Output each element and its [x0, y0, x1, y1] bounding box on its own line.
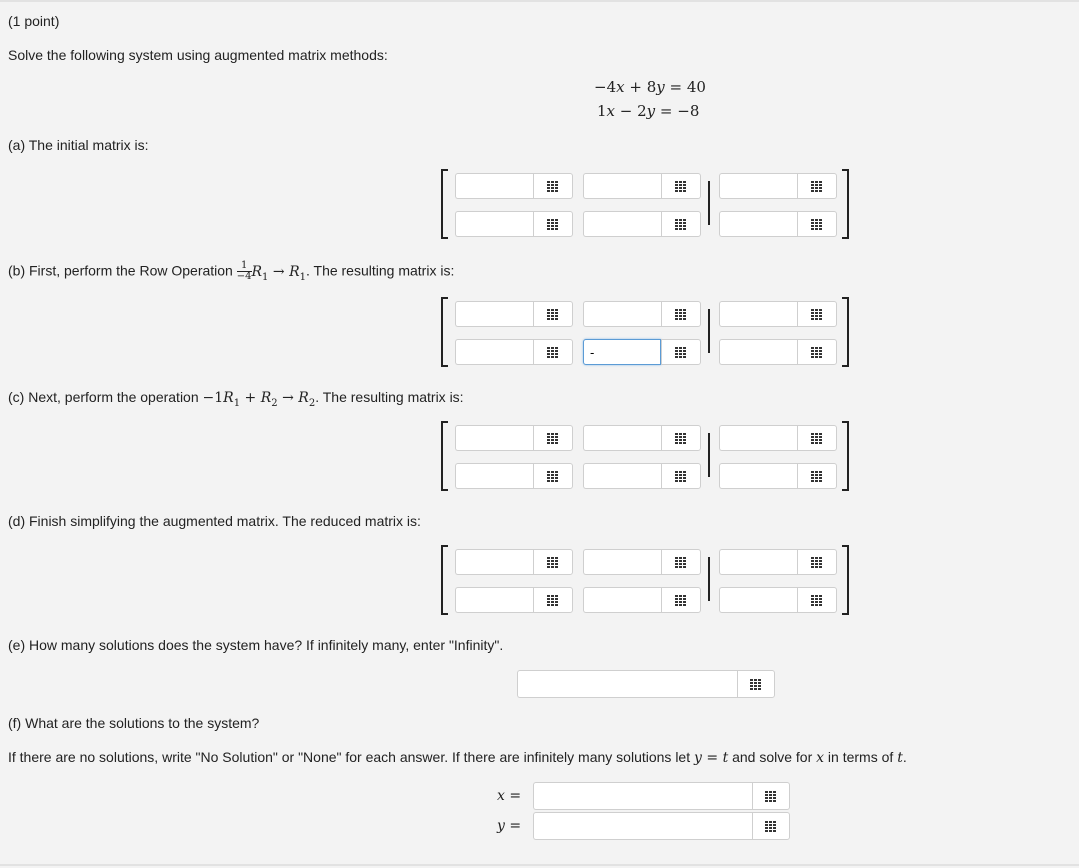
x-answer-matrix-button[interactable]: [752, 782, 790, 810]
grid-icon: [675, 595, 687, 606]
matrix-entry-input[interactable]: [583, 173, 661, 199]
matrix-c-cell-r2-c2: [583, 463, 701, 491]
grid-icon: [811, 219, 823, 230]
x-label: x =: [497, 788, 522, 804]
grid-icon: [547, 181, 559, 192]
matrix-entry-input[interactable]: [719, 463, 797, 489]
matrix-right-bracket: [842, 297, 849, 367]
solution-count-matrix-button[interactable]: [737, 670, 775, 698]
matrix-entry-input[interactable]: [583, 211, 661, 237]
matrix-entry-input[interactable]: [455, 587, 533, 613]
matrix-entry-button[interactable]: [661, 425, 701, 451]
augment-divider: [708, 557, 710, 601]
matrix-entry-input[interactable]: [455, 301, 533, 327]
matrix-entry-button[interactable]: [661, 463, 701, 489]
matrix-entry-input[interactable]: [719, 425, 797, 451]
matrix-entry-input[interactable]: [719, 549, 797, 575]
matrix-d-cell-r2-c1: [455, 587, 573, 615]
matrix-a-cell-r1-c2: [583, 173, 701, 201]
part-b-label: (b) First, perform the Row Operation $\frac{1}{-4}$ $R_1 \to R_1$. The resulting matrix is:: [8, 260, 455, 283]
intro-text: Solve the following system using augmented matrix methods:: [8, 47, 388, 63]
grid-icon: [547, 433, 559, 444]
grid-icon: [675, 471, 687, 482]
matrix-entry-button[interactable]: [661, 587, 701, 613]
matrix-c-cell-r1-c2: [583, 425, 701, 453]
matrix-entry-button[interactable]: [797, 587, 837, 613]
matrix-entry-input[interactable]: [455, 339, 533, 365]
matrix-entry-input[interactable]: [719, 211, 797, 237]
matrix-left-bracket: [441, 545, 448, 615]
matrix-d-cell-r1-c2: [583, 549, 701, 577]
matrix-d-cell-r1-c1: [455, 549, 573, 577]
matrix-entry-button[interactable]: [533, 463, 573, 489]
matrix-entry-button[interactable]: [797, 549, 837, 575]
augment-divider: [708, 181, 710, 225]
x-answer-field: [533, 782, 790, 810]
matrix-a-cell-r1-c3: [719, 173, 837, 201]
part-f-label: (f) What are the solutions to the system?: [8, 715, 260, 731]
matrix-right-bracket: [842, 169, 849, 239]
matrix-b-cell-r1-c1: [455, 301, 573, 329]
grid-icon: [765, 821, 777, 832]
y-answer-input[interactable]: [533, 812, 752, 840]
equation-2: 1x − 2y = −8: [597, 102, 700, 120]
points-label: (1 point): [8, 13, 60, 29]
matrix-entry-input[interactable]: [719, 301, 797, 327]
grid-icon: [675, 557, 687, 568]
matrix-entry-button[interactable]: [797, 173, 837, 199]
grid-icon: [547, 595, 559, 606]
x-answer-input[interactable]: [533, 782, 752, 810]
grid-icon: [811, 557, 823, 568]
matrix-c-cell-r2-c1: [455, 463, 573, 491]
solution-count-field: [517, 670, 775, 698]
grid-icon: [547, 347, 559, 358]
grid-icon: [811, 347, 823, 358]
matrix-entry-button[interactable]: [661, 301, 701, 327]
matrix-entry-input[interactable]: [583, 425, 661, 451]
matrix-b-cell-r2-c1: [455, 339, 573, 367]
top-divider: [0, 0, 1079, 2]
grid-icon: [547, 309, 559, 320]
matrix-a-cell-r2-c3: [719, 211, 837, 239]
grid-icon: [547, 471, 559, 482]
matrix-left-bracket: [441, 421, 448, 491]
part-c-label: (c) Next, perform the operation $-1R_1 + R_2 \to R_2$. The resulting matrix is:: [8, 389, 464, 409]
matrix-c-cell-r2-c3: [719, 463, 837, 491]
grid-icon: [675, 219, 687, 230]
matrix-d-cell-r2-c3: [719, 587, 837, 615]
matrix-entry-button[interactable]: [661, 549, 701, 575]
matrix-a-cell-r2-c2: [583, 211, 701, 239]
matrix-left-bracket: [441, 297, 448, 367]
matrix-entry-input[interactable]: [455, 549, 533, 575]
grid-icon: [547, 219, 559, 230]
matrix-entry-input[interactable]: [719, 339, 797, 365]
matrix-entry-input[interactable]: [455, 425, 533, 451]
matrix-entry-input[interactable]: [455, 463, 533, 489]
matrix-entry-button[interactable]: [533, 549, 573, 575]
matrix-entry-button[interactable]: [533, 339, 573, 365]
matrix-right-bracket: [842, 545, 849, 615]
grid-icon: [547, 557, 559, 568]
matrix-b-cell-r1-c2: [583, 301, 701, 329]
matrix-right-bracket: [842, 421, 849, 491]
matrix-entry-button[interactable]: [797, 425, 837, 451]
matrix-entry-button[interactable]: [533, 587, 573, 613]
matrix-b-cell-r1-c3: [719, 301, 837, 329]
y-answer-field: [533, 812, 790, 840]
grid-icon: [765, 791, 777, 802]
matrix-b-cell-r2-c2: [583, 339, 701, 367]
solution-count-input[interactable]: [517, 670, 737, 698]
matrix-c-cell-r1-c3: [719, 425, 837, 453]
matrix-d-cell-r2-c2: [583, 587, 701, 615]
matrix-entry-input[interactable]: [719, 587, 797, 613]
grid-icon: [675, 347, 687, 358]
grid-icon: [675, 309, 687, 320]
equation-1: −4x + 8y = 40: [594, 78, 706, 96]
matrix-entry-button[interactable]: [533, 173, 573, 199]
matrix-entry-input[interactable]: [583, 301, 661, 327]
y-answer-matrix-button[interactable]: [752, 812, 790, 840]
matrix-entry-input[interactable]: [583, 463, 661, 489]
matrix-d-cell-r1-c3: [719, 549, 837, 577]
matrix-entry-button[interactable]: [797, 211, 837, 237]
matrix-entry-input[interactable]: [719, 173, 797, 199]
matrix-entry-button[interactable]: [661, 339, 701, 365]
augment-divider: [708, 433, 710, 477]
matrix-entry-button[interactable]: [661, 211, 701, 237]
part-e-label: (e) How many solutions does the system have? If infinitely many, enter "Infinity".: [8, 637, 504, 653]
matrix-entry-input[interactable]: [455, 211, 533, 237]
matrix-entry-input[interactable]: [583, 587, 661, 613]
part-a-label: (a) The initial matrix is:: [8, 137, 149, 153]
matrix-entry-button[interactable]: [797, 463, 837, 489]
matrix-entry-button[interactable]: [661, 173, 701, 199]
grid-icon: [675, 181, 687, 192]
grid-icon: [811, 181, 823, 192]
part-f-instructions: If there are no solutions, write "No Solution" or "None" for each answer. If there are infinitely many solutions let y = t and solve for x in terms of t.: [8, 749, 907, 766]
matrix-left-bracket: [441, 169, 448, 239]
matrix-c-cell-r1-c1: [455, 425, 573, 453]
matrix-entry-input[interactable]: [583, 549, 661, 575]
matrix-a-cell-r1-c1: [455, 173, 573, 201]
bottom-divider: [0, 864, 1079, 866]
grid-icon: [811, 433, 823, 444]
matrix-entry-button[interactable]: [797, 301, 837, 327]
matrix-entry-button[interactable]: [797, 339, 837, 365]
augment-divider: [708, 309, 710, 353]
matrix-entry-button[interactable]: [533, 425, 573, 451]
grid-icon: [811, 595, 823, 606]
matrix-entry-input[interactable]: [455, 173, 533, 199]
grid-icon: [750, 679, 762, 690]
matrix-entry-button[interactable]: [533, 301, 573, 327]
y-label: y =: [497, 818, 522, 834]
grid-icon: [811, 471, 823, 482]
matrix-b-cell-r2-c3: [719, 339, 837, 367]
grid-icon: [811, 309, 823, 320]
grid-icon: [675, 433, 687, 444]
matrix-entry-button[interactable]: [533, 211, 573, 237]
part-d-label: (d) Finish simplifying the augmented matrix. The reduced matrix is:: [8, 513, 421, 529]
matrix-a-cell-r2-c1: [455, 211, 573, 239]
matrix-entry-input[interactable]: [583, 339, 661, 365]
